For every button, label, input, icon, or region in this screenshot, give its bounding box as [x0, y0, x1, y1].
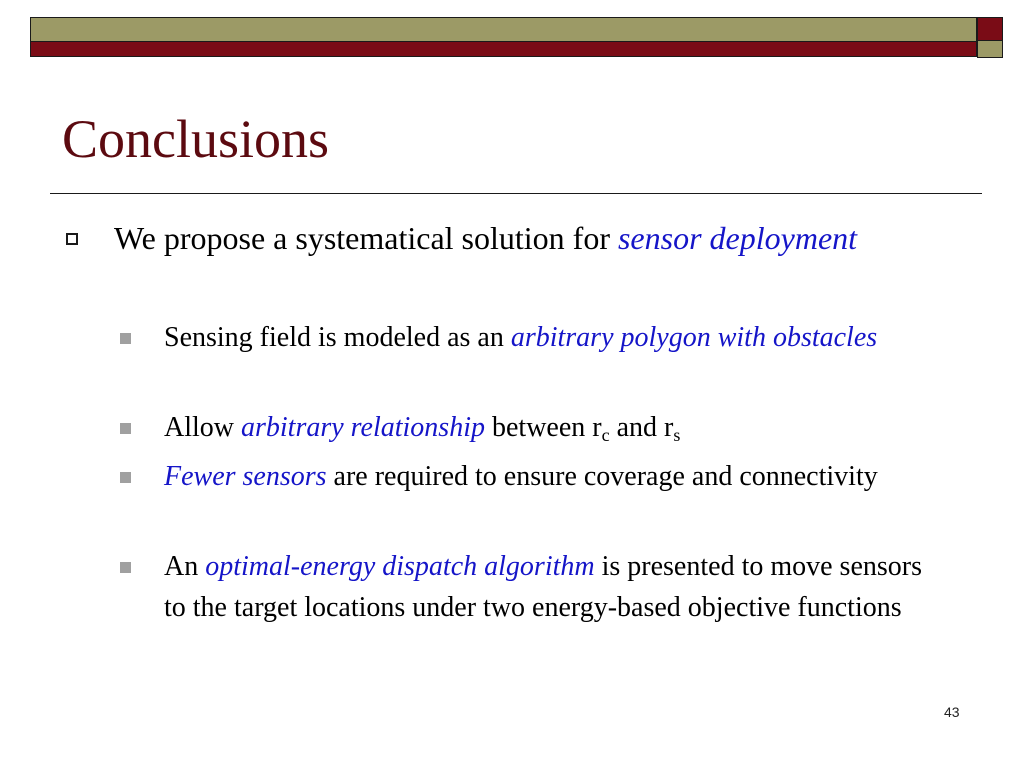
header-banner-stripe — [31, 18, 976, 42]
slide-title: Conclusions — [62, 109, 330, 169]
sub-bullet-text: and r — [609, 412, 674, 443]
sub-bullet — [164, 456, 924, 497]
sub-bullet-highlight: Fewer sensors — [164, 461, 327, 492]
bullet-main-highlight: sensor deployment — [617, 220, 858, 256]
page-number: 43 — [944, 704, 960, 720]
subscript-c: c — [601, 425, 610, 445]
filled-square-bullet-icon — [120, 472, 131, 483]
subscript-s: s — [673, 425, 681, 445]
header-corner-olive — [977, 40, 1003, 58]
sub-bullet-text: are required to ensure coverage and connectivity — [326, 461, 878, 492]
sub-bullet-text: between r — [484, 412, 602, 443]
sub-bullet-highlight: optimal-energy dispatch algorithm — [205, 551, 595, 582]
sub-bullet-highlight: arbitrary relationship — [241, 412, 485, 443]
sub-bullet-highlight: arbitrary polygon with obstacles — [510, 322, 878, 353]
filled-square-bullet-icon — [120, 562, 131, 573]
title-divider — [50, 193, 982, 194]
sub-bullet-text: is presented to move sensors to the target locations under two energy-based objective functions — [164, 551, 922, 623]
sub-bullet — [164, 546, 924, 628]
header-corner-maroon — [977, 17, 1003, 41]
sub-bullet — [164, 317, 924, 358]
filled-square-bullet-icon — [120, 333, 131, 344]
sub-bullet-text: An — [164, 551, 206, 582]
bullet-main — [114, 216, 894, 260]
sub-bullet — [164, 407, 924, 448]
sub-bullet-text: Sensing field is modeled as an — [164, 322, 511, 353]
bullet-main-text: We propose a systematical solution for — [114, 220, 618, 256]
hollow-square-bullet-icon — [66, 233, 78, 245]
sub-bullet-text: Allow — [164, 412, 241, 443]
header-banner — [30, 17, 977, 57]
filled-square-bullet-icon — [120, 423, 131, 434]
